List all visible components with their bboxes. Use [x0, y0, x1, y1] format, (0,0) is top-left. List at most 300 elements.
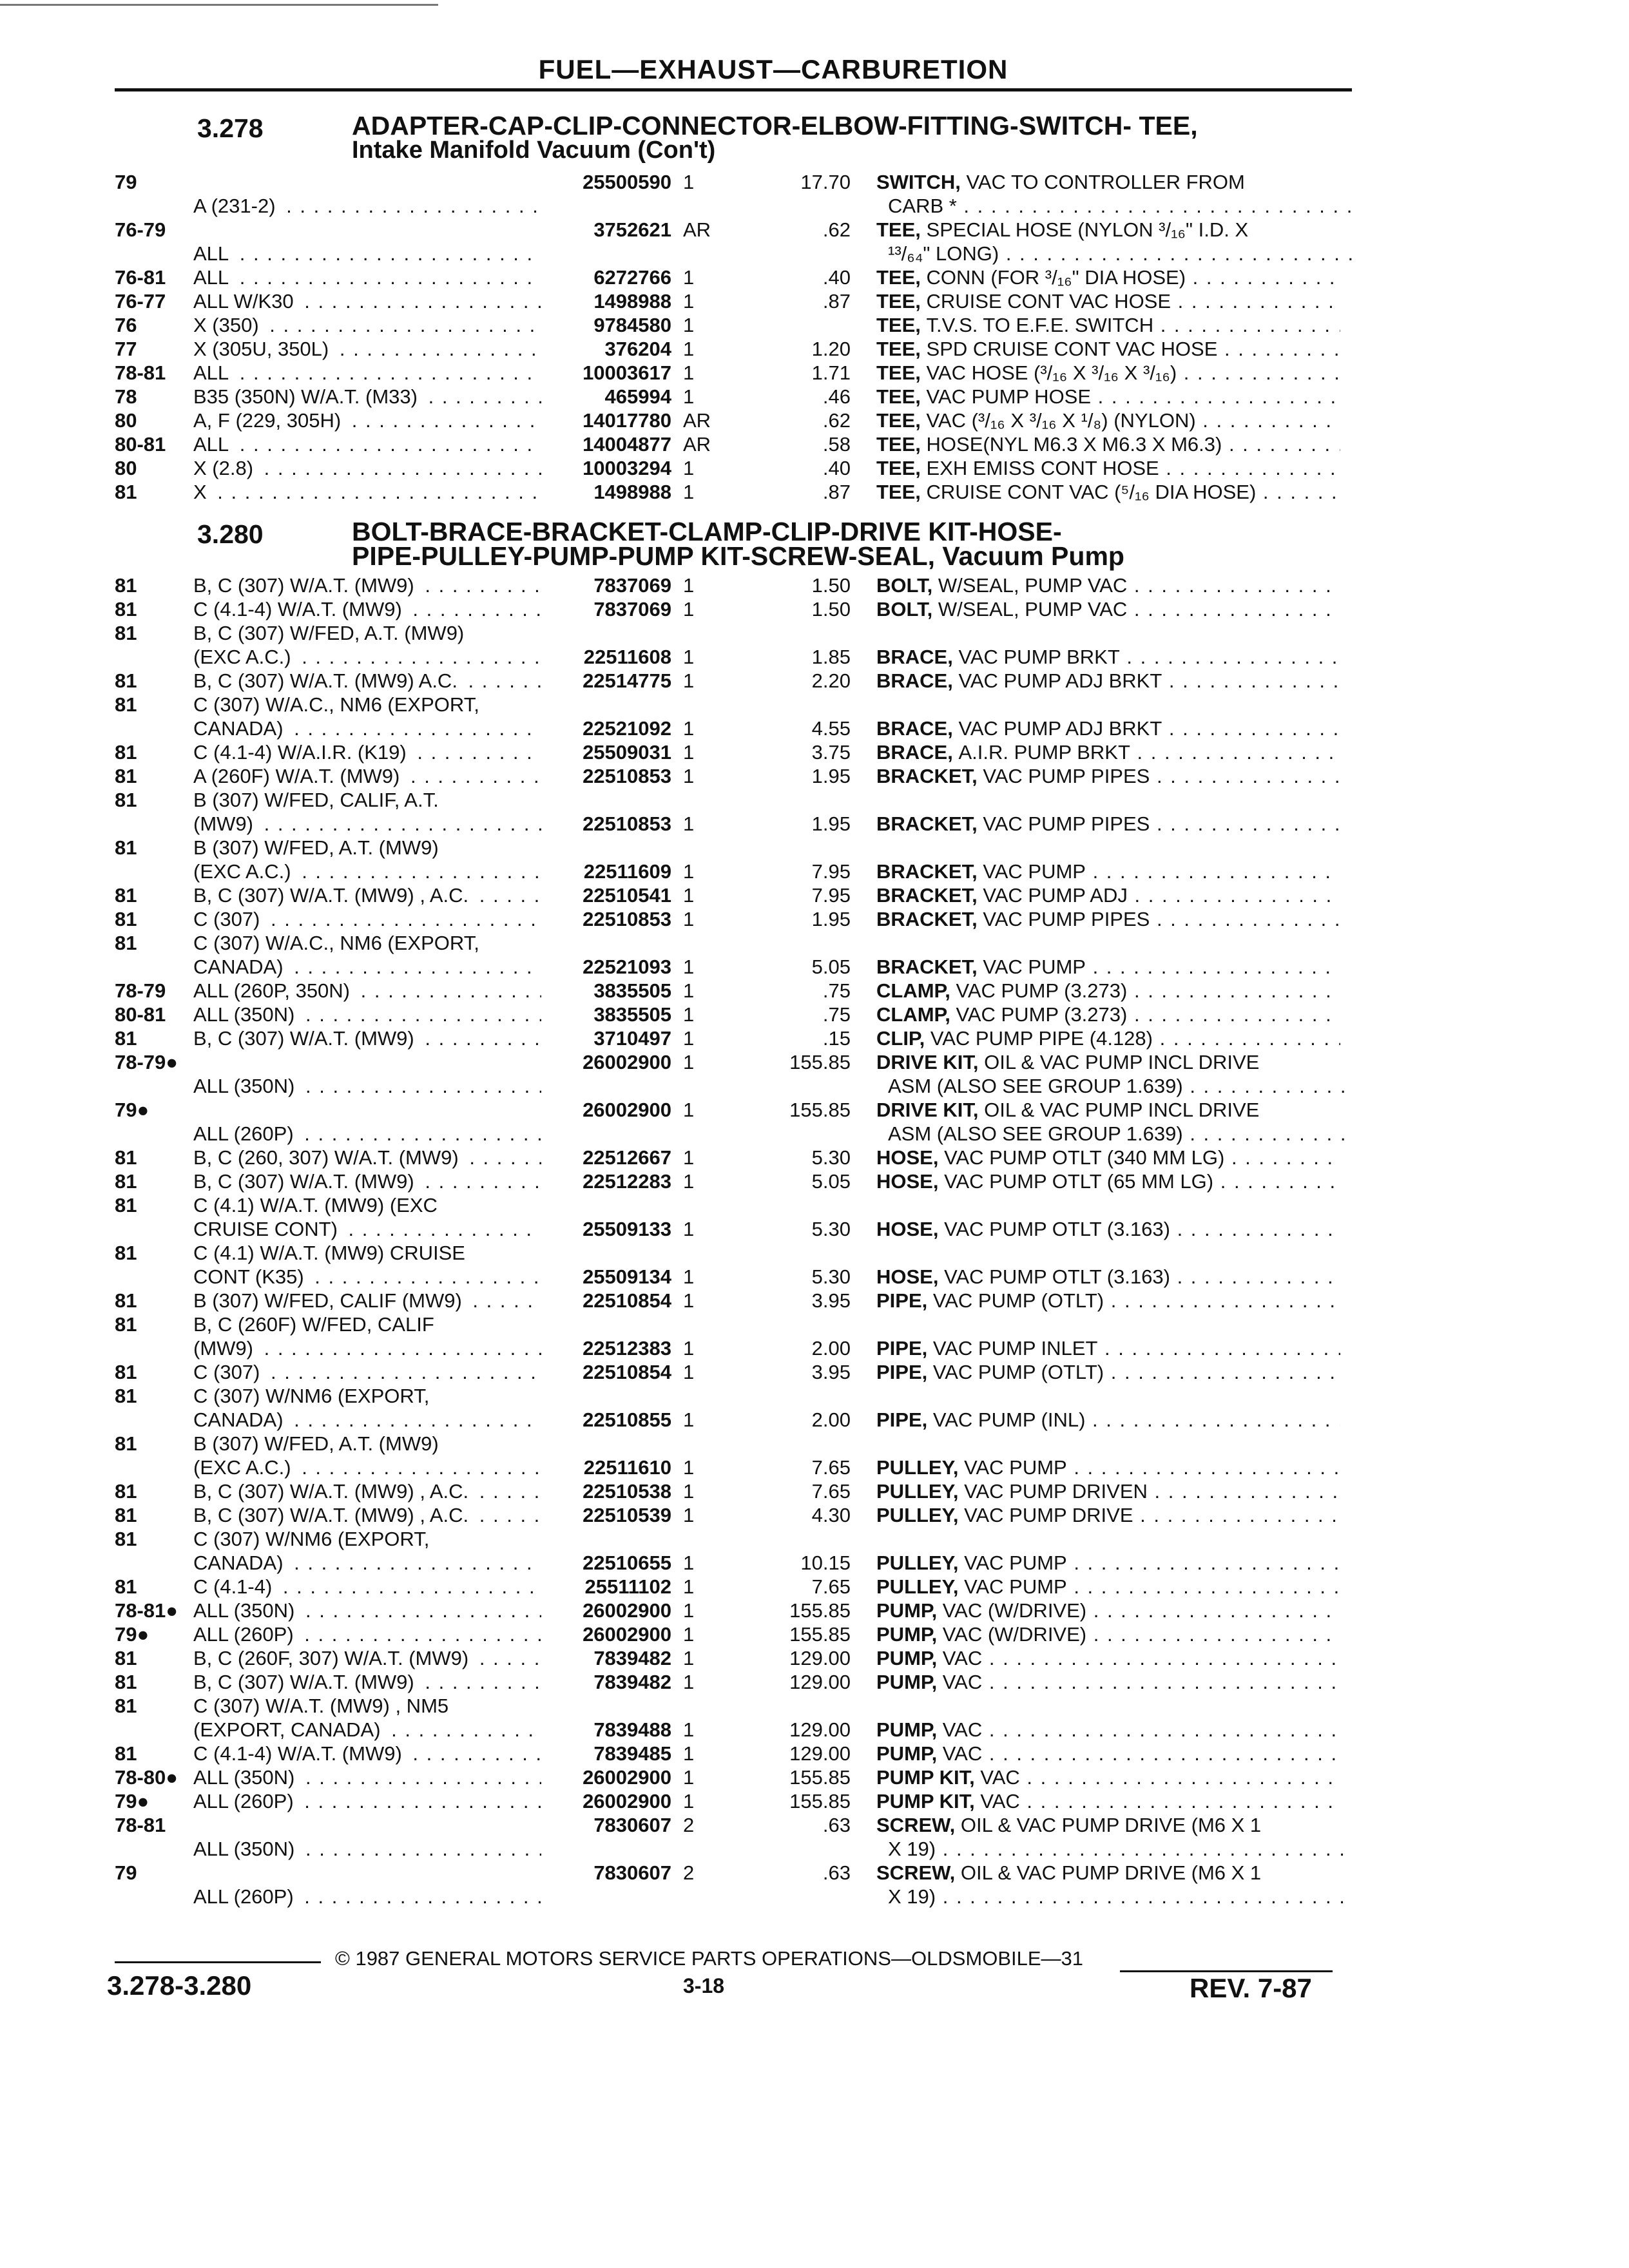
price: 7.95	[811, 884, 851, 907]
application-description	[193, 480, 541, 504]
quantity: 1	[683, 979, 695, 1002]
application-description	[193, 764, 541, 788]
header-rule	[115, 88, 1352, 91]
part-number: 1498988	[593, 481, 671, 503]
application-text: CANADA)	[193, 717, 287, 740]
application-description	[193, 1074, 541, 1098]
quantity: 1	[683, 1218, 695, 1240]
part-name: PULLEY, VAC PUMP . . .	[876, 1456, 1340, 1479]
application-description	[193, 1003, 541, 1026]
price: 155.85	[789, 1599, 851, 1622]
application-description	[193, 1122, 541, 1146]
application-description	[193, 883, 541, 907]
price: .62	[822, 218, 851, 241]
quantity: 1	[683, 646, 695, 668]
parts-row	[0, 385, 1629, 408]
price: .62	[822, 409, 851, 432]
application-description	[193, 1456, 541, 1479]
application-description	[193, 1384, 541, 1408]
price: 1.95	[811, 812, 851, 835]
model-year: 79	[115, 1861, 137, 1884]
section-number: 3.278	[197, 113, 264, 143]
part-name-keyword: PUMP KIT,	[876, 1766, 981, 1789]
model-year: 81	[115, 1432, 137, 1455]
price: 129.00	[789, 1671, 851, 1693]
application-text: B, C (307) W/A.T. (MW9)	[193, 574, 418, 597]
application-description	[193, 1432, 541, 1456]
part-name: CLAMP, VAC PUMP (3.273) . . .	[876, 1003, 1340, 1026]
application-description	[193, 860, 541, 883]
application-description	[193, 1527, 541, 1551]
parts-row	[0, 1193, 1629, 1241]
parts-row	[0, 456, 1629, 480]
model-year: 76	[115, 314, 137, 336]
parts-row	[0, 979, 1629, 1003]
part-name-keyword: TEE,	[876, 481, 927, 503]
part-name-keyword: PIPE,	[876, 1361, 933, 1383]
application-description	[193, 1289, 541, 1312]
part-name: DRIVE KIT, OIL & VAC PUMP INCL DRIVE	[876, 1051, 1260, 1073]
part-name-keyword: BRACKET,	[876, 765, 983, 787]
quantity: 1	[683, 1003, 695, 1026]
model-year: 80-81	[115, 433, 166, 456]
quantity: 1	[683, 1265, 695, 1288]
part-name-keyword: BRACKET,	[876, 860, 983, 883]
part-name-keyword: BRACE,	[876, 669, 959, 692]
application-text: (MW9)	[193, 812, 257, 835]
quantity: 1	[683, 884, 695, 907]
part-number: 22521092	[583, 717, 671, 740]
quantity: 1	[683, 1504, 695, 1526]
application-text: B (307) W/FED, CALIF (MW9)	[193, 1289, 466, 1312]
quantity: 1	[683, 1456, 695, 1479]
parts-row	[0, 1813, 1629, 1861]
part-number: 22510854	[583, 1361, 671, 1383]
application-description	[193, 693, 541, 716]
parts-row	[0, 1646, 1629, 1670]
application-description	[193, 1694, 541, 1718]
model-year: 76-79	[115, 218, 166, 241]
part-name-keyword: CLIP,	[876, 1027, 930, 1050]
application-description	[193, 812, 541, 836]
part-number: 14004877	[583, 433, 671, 456]
part-name: BRACKET, VAC PUMP PIPES . . .	[876, 764, 1340, 788]
part-number: 7839488	[593, 1718, 671, 1741]
part-number: 25509031	[583, 741, 671, 764]
section-number: 3.280	[197, 519, 264, 549]
quantity: 1	[683, 860, 695, 883]
part-name: TEE, CRUISE CONT VAC HOSE . . .	[876, 289, 1340, 313]
part-number: 7839485	[593, 1742, 671, 1765]
page-header-title: FUEL—EXHAUST—CARBURETION	[538, 54, 1008, 84]
model-year: 81	[115, 1695, 137, 1717]
application-text: CRUISE CONT)	[193, 1218, 342, 1240]
parts-row	[0, 313, 1629, 337]
part-name-keyword: CLAMP,	[876, 1003, 956, 1026]
application-description	[193, 1336, 541, 1360]
part-name: X 19) . . .	[876, 1885, 1352, 1908]
part-name: PUMP KIT, VAC . . .	[876, 1765, 1340, 1789]
part-number: 22510854	[583, 1289, 671, 1312]
price: .40	[822, 266, 851, 289]
quantity: 1	[683, 1027, 695, 1050]
price: 1.50	[811, 598, 851, 620]
parts-row	[0, 1765, 1629, 1789]
application-text: A (231-2)	[193, 195, 280, 217]
part-number: 22514775	[583, 669, 671, 692]
quantity: 1	[683, 1718, 695, 1741]
parts-row	[0, 1527, 1629, 1575]
part-name: PIPE, VAC PUMP INLET . . .	[876, 1336, 1340, 1360]
part-name: PULLEY, VAC PUMP . . .	[876, 1551, 1340, 1575]
parts-row	[0, 1575, 1629, 1599]
price: .46	[822, 385, 851, 408]
part-name-keyword: BRACE,	[876, 646, 959, 668]
application-text: ALL W/K30	[193, 290, 298, 312]
part-name-keyword: TEE,	[876, 433, 927, 456]
model-year: 81	[115, 908, 137, 930]
part-name: PIPE, VAC PUMP (OTLT) . . .	[876, 1360, 1340, 1384]
application-text: C (4.1) W/A.T. (MW9) CRUISE	[193, 1242, 469, 1264]
part-name: PUMP, VAC . . .	[876, 1718, 1340, 1742]
quantity: 1	[683, 765, 695, 787]
quantity: 1	[683, 1790, 695, 1812]
part-name-keyword: BRACKET,	[876, 884, 983, 907]
parts-row	[0, 1432, 1629, 1479]
part-number: 22521093	[583, 956, 671, 978]
model-year: 79●	[115, 1790, 149, 1812]
application-text: (MW9)	[193, 1337, 257, 1360]
part-name-keyword: BRACKET,	[876, 956, 983, 978]
application-description	[193, 1408, 541, 1432]
application-text: ALL (260P)	[193, 1790, 298, 1812]
quantity: 1	[683, 1170, 695, 1193]
application-description	[193, 1575, 541, 1599]
part-name: ¹³/₆₄" LONG) . . .	[876, 242, 1352, 265]
quantity: 1	[683, 1647, 695, 1669]
part-name: ASM (ALSO SEE GROUP 1.639) . . .	[876, 1074, 1352, 1098]
part-name: PUMP, VAC (W/DRIVE) . . .	[876, 1599, 1340, 1622]
quantity: 1	[683, 1552, 695, 1574]
price: 1.95	[811, 908, 851, 930]
part-name-keyword: PIPE,	[876, 1408, 933, 1431]
part-number: 22510655	[583, 1552, 671, 1574]
parts-row	[0, 1360, 1629, 1384]
quantity: 1	[683, 1480, 695, 1503]
part-name: HOSE, VAC PUMP OTLT (340 MM LG) . . .	[876, 1146, 1340, 1169]
part-name-keyword: HOSE,	[876, 1146, 945, 1169]
application-text: A (260F) W/A.T. (MW9)	[193, 765, 403, 787]
parts-row	[0, 1789, 1629, 1813]
part-number: 22511608	[583, 646, 671, 668]
application-text: B, C (307) W/A.T. (MW9) , A.C.	[193, 1504, 472, 1526]
model-year: 78-80●	[115, 1766, 178, 1789]
application-description	[193, 408, 541, 432]
model-year: 76-77	[115, 290, 166, 312]
model-year: 81	[115, 598, 137, 620]
price: 5.05	[811, 956, 851, 978]
application-text: (EXC A.C.)	[193, 646, 295, 668]
application-text: C (4.1-4) W/A.I.R. (K19)	[193, 741, 410, 764]
part-name: PUMP, VAC . . .	[876, 1646, 1340, 1670]
application-text: C (4.1) W/A.T. (MW9) (EXC	[193, 1194, 441, 1216]
parts-row	[0, 361, 1629, 385]
application-description	[193, 1789, 541, 1813]
model-year: 81	[115, 1289, 137, 1312]
application-description	[193, 1622, 541, 1646]
part-name-keyword: PUMP,	[876, 1671, 943, 1693]
part-name: CARB * . . .	[876, 194, 1352, 218]
parts-row	[0, 1169, 1629, 1193]
section-title	[352, 113, 1198, 162]
part-name-keyword: TEE,	[876, 314, 927, 336]
parts-row	[0, 289, 1629, 313]
application-description	[193, 1765, 541, 1789]
section-title-line: ADAPTER-CAP-CLIP-CONNECTOR-ELBOW-FITTING-SWITCH- TEE,	[352, 111, 1198, 140]
application-text: C (307)	[193, 1361, 264, 1383]
application-description	[193, 1312, 541, 1336]
application-text: C (4.1-4) W/A.T. (MW9)	[193, 598, 406, 620]
application-text: B, C (260F) W/FED, CALIF	[193, 1313, 438, 1336]
application-text: CONT (K35)	[193, 1265, 308, 1288]
section-title-line: BOLT-BRACE-BRACKET-CLAMP-CLIP-DRIVE KIT-HOSE-	[352, 517, 1062, 546]
price: 7.65	[811, 1456, 851, 1479]
part-number: 7837069	[593, 598, 671, 620]
price: .58	[822, 433, 851, 456]
application-text: ALL (260P)	[193, 1885, 298, 1908]
application-text: (EXC A.C.)	[193, 860, 295, 883]
application-description	[193, 1169, 541, 1193]
application-text: C (307)	[193, 908, 264, 930]
price: 4.55	[811, 717, 851, 740]
quantity: 1	[683, 956, 695, 978]
application-description	[193, 955, 541, 979]
part-name: BRACKET, VAC PUMP PIPES . . .	[876, 812, 1340, 836]
parts-row	[0, 1289, 1629, 1312]
part-name-keyword: BRACKET,	[876, 812, 983, 835]
price: 5.05	[811, 1170, 851, 1193]
quantity: 1	[683, 908, 695, 930]
model-year: 81	[115, 884, 137, 907]
parts-row	[0, 1384, 1629, 1432]
quantity: 1	[683, 171, 695, 193]
parts-row	[0, 573, 1629, 597]
price: .15	[822, 1027, 851, 1050]
part-name-keyword: PULLEY,	[876, 1504, 965, 1526]
part-name-keyword: DRIVE KIT,	[876, 1099, 985, 1121]
price: 155.85	[789, 1790, 851, 1812]
price: 7.65	[811, 1480, 851, 1503]
quantity: 1	[683, 741, 695, 764]
part-number: 7830607	[593, 1814, 671, 1836]
part-number: 7839482	[593, 1647, 671, 1669]
model-year: 81	[115, 1528, 137, 1550]
part-name-keyword: PULLEY,	[876, 1552, 965, 1574]
footer-revision: REV. 7-87	[1190, 1973, 1312, 2003]
application-text: ALL	[193, 433, 233, 456]
part-number: 22510539	[583, 1504, 671, 1526]
footer-section-range: 3.278-3.280	[107, 1970, 252, 2001]
part-name: BRACKET, VAC PUMP . . .	[876, 955, 1340, 979]
model-year: 81	[115, 481, 137, 503]
quantity: 1	[683, 1289, 695, 1312]
application-text: C (4.1-4)	[193, 1575, 276, 1598]
model-year: 81	[115, 693, 137, 716]
application-text: B, C (260F, 307) W/A.T. (MW9)	[193, 1647, 472, 1669]
application-description	[193, 337, 541, 361]
part-name-keyword: DRIVE KIT,	[876, 1051, 985, 1073]
parts-row	[0, 621, 1629, 669]
part-number: 26002900	[583, 1766, 671, 1789]
parts-row	[0, 788, 1629, 836]
application-text: ALL (350N)	[193, 1838, 298, 1860]
part-name-keyword: TEE,	[876, 409, 927, 432]
part-name: BRACKET, VAC PUMP ADJ . . .	[876, 883, 1340, 907]
application-text: (EXPORT, CANADA)	[193, 1718, 385, 1741]
quantity: 1	[683, 574, 695, 597]
part-name: TEE, VAC PUMP HOSE . . .	[876, 385, 1340, 408]
part-name: BOLT, W/SEAL, PUMP VAC . . .	[876, 597, 1340, 621]
model-year: 81	[115, 1313, 137, 1336]
section-title-line: PIPE-PULLEY-PUMP-PUMP KIT-SCREW-SEAL, Vacuum Pump	[352, 541, 1124, 571]
part-number: 25509134	[583, 1265, 671, 1288]
parts-row	[0, 883, 1629, 907]
model-year: 81	[115, 1671, 137, 1693]
application-description	[193, 1742, 541, 1765]
quantity: 1	[683, 481, 695, 503]
quantity: 1	[683, 717, 695, 740]
application-text: B, C (307) W/A.T. (MW9) , A.C.	[193, 884, 472, 907]
part-number: 26002900	[583, 1099, 671, 1121]
quantity: 1	[683, 669, 695, 692]
application-description	[193, 979, 541, 1003]
application-text: ALL (260P)	[193, 1623, 298, 1646]
part-number: 22510541	[583, 884, 671, 907]
model-year: 79●	[115, 1623, 149, 1646]
application-text: (EXC A.C.)	[193, 1456, 295, 1479]
model-year: 81	[115, 932, 137, 954]
part-name-keyword: TEE,	[876, 361, 927, 384]
application-description	[193, 716, 541, 740]
price: 7.65	[811, 1575, 851, 1598]
quantity: 1	[683, 1337, 695, 1360]
part-name: ASM (ALSO SEE GROUP 1.639) . . .	[876, 1122, 1352, 1146]
application-text: ALL (350N)	[193, 1003, 298, 1026]
part-name: SWITCH, VAC TO CONTROLLER FROM	[876, 171, 1245, 193]
application-text: B (307) W/FED, CALIF, A.T.	[193, 789, 443, 811]
application-text: A, F (229, 305H)	[193, 409, 345, 432]
part-name-keyword: BRACE,	[876, 741, 959, 764]
part-number: 9784580	[593, 314, 671, 336]
model-year: 81	[115, 669, 137, 692]
application-text: X (2.8)	[193, 457, 257, 479]
application-description	[193, 1479, 541, 1503]
part-name: TEE, HOSE(NYL M6.3 X M6.3 X M6.3) . . .	[876, 432, 1340, 456]
application-text: C (307) W/NM6 (EXPORT,	[193, 1528, 433, 1550]
price: 2.20	[811, 669, 851, 692]
quantity: 1	[683, 1051, 695, 1073]
part-name-keyword: PIPE,	[876, 1289, 933, 1312]
model-year: 81	[115, 1146, 137, 1169]
application-text: B, C (307) W/FED, A.T. (MW9)	[193, 622, 468, 644]
price: .63	[822, 1861, 851, 1884]
model-year: 79●	[115, 1099, 149, 1121]
application-description	[193, 1837, 541, 1861]
application-text: ALL (260P)	[193, 1122, 298, 1145]
model-year: 78-81●	[115, 1599, 178, 1622]
price: .40	[822, 457, 851, 479]
part-name: SCREW, OIL & VAC PUMP DRIVE (M6 X 1	[876, 1814, 1262, 1836]
price: 3.95	[811, 1361, 851, 1383]
part-number: 22510853	[583, 765, 671, 787]
application-text: ALL	[193, 266, 233, 289]
part-number: 22510538	[583, 1480, 671, 1503]
quantity: AR	[683, 409, 711, 432]
parts-row	[0, 597, 1629, 621]
application-description	[193, 432, 541, 456]
quantity: 1	[683, 338, 695, 360]
price: 155.85	[789, 1766, 851, 1789]
application-text: X	[193, 481, 211, 503]
price: 155.85	[789, 1099, 851, 1121]
application-text: X (350)	[193, 314, 263, 336]
part-number: 22510853	[583, 812, 671, 835]
part-name: X 19) . . .	[876, 1837, 1352, 1861]
application-text: CANADA)	[193, 1552, 287, 1574]
part-number: 22510855	[583, 1408, 671, 1431]
model-year: 81	[115, 1647, 137, 1669]
application-text: C (307) W/A.C., NM6 (EXPORT,	[193, 932, 483, 954]
parts-row	[0, 1003, 1629, 1026]
model-year: 81	[115, 789, 137, 811]
part-number: 22512667	[583, 1146, 671, 1169]
quantity: 1	[683, 1599, 695, 1622]
application-description	[193, 1193, 541, 1217]
quantity: 1	[683, 1623, 695, 1646]
part-number: 26002900	[583, 1051, 671, 1073]
application-description	[193, 669, 541, 693]
part-number: 26002900	[583, 1599, 671, 1622]
application-description	[193, 907, 541, 931]
parts-row	[0, 1026, 1629, 1050]
model-year: 80-81	[115, 1003, 166, 1026]
quantity: 1	[683, 361, 695, 384]
application-description	[193, 361, 541, 385]
model-year: 81	[115, 1480, 137, 1503]
part-name: HOSE, VAC PUMP OTLT (3.163) . . .	[876, 1217, 1340, 1241]
price: 17.70	[800, 171, 851, 193]
quantity: 1	[683, 457, 695, 479]
application-description	[193, 597, 541, 621]
part-name: TEE, VAC HOSE (³/₁₆ X ³/₁₆ X ³/₁₆) . . .	[876, 361, 1340, 385]
model-year: 79	[115, 171, 137, 193]
part-name: BRACE, A.I.R. PUMP BRKT . . .	[876, 740, 1340, 764]
part-name-keyword: PUMP KIT,	[876, 1790, 981, 1812]
model-year: 78-79●	[115, 1051, 178, 1073]
part-name: CLAMP, VAC PUMP (3.273) . . .	[876, 979, 1340, 1003]
quantity: 1	[683, 1766, 695, 1789]
application-description	[193, 1646, 541, 1670]
footer-rule-right	[1120, 1970, 1333, 1972]
price: 1.85	[811, 646, 851, 668]
part-name-keyword: TEE,	[876, 385, 927, 408]
application-description	[193, 1241, 541, 1265]
part-name-keyword: BRACE,	[876, 717, 959, 740]
price: 129.00	[789, 1647, 851, 1669]
part-number: 22512383	[583, 1337, 671, 1360]
part-name: PUMP, VAC . . .	[876, 1742, 1340, 1765]
part-name: BRACKET, VAC PUMP PIPES . . .	[876, 907, 1340, 931]
